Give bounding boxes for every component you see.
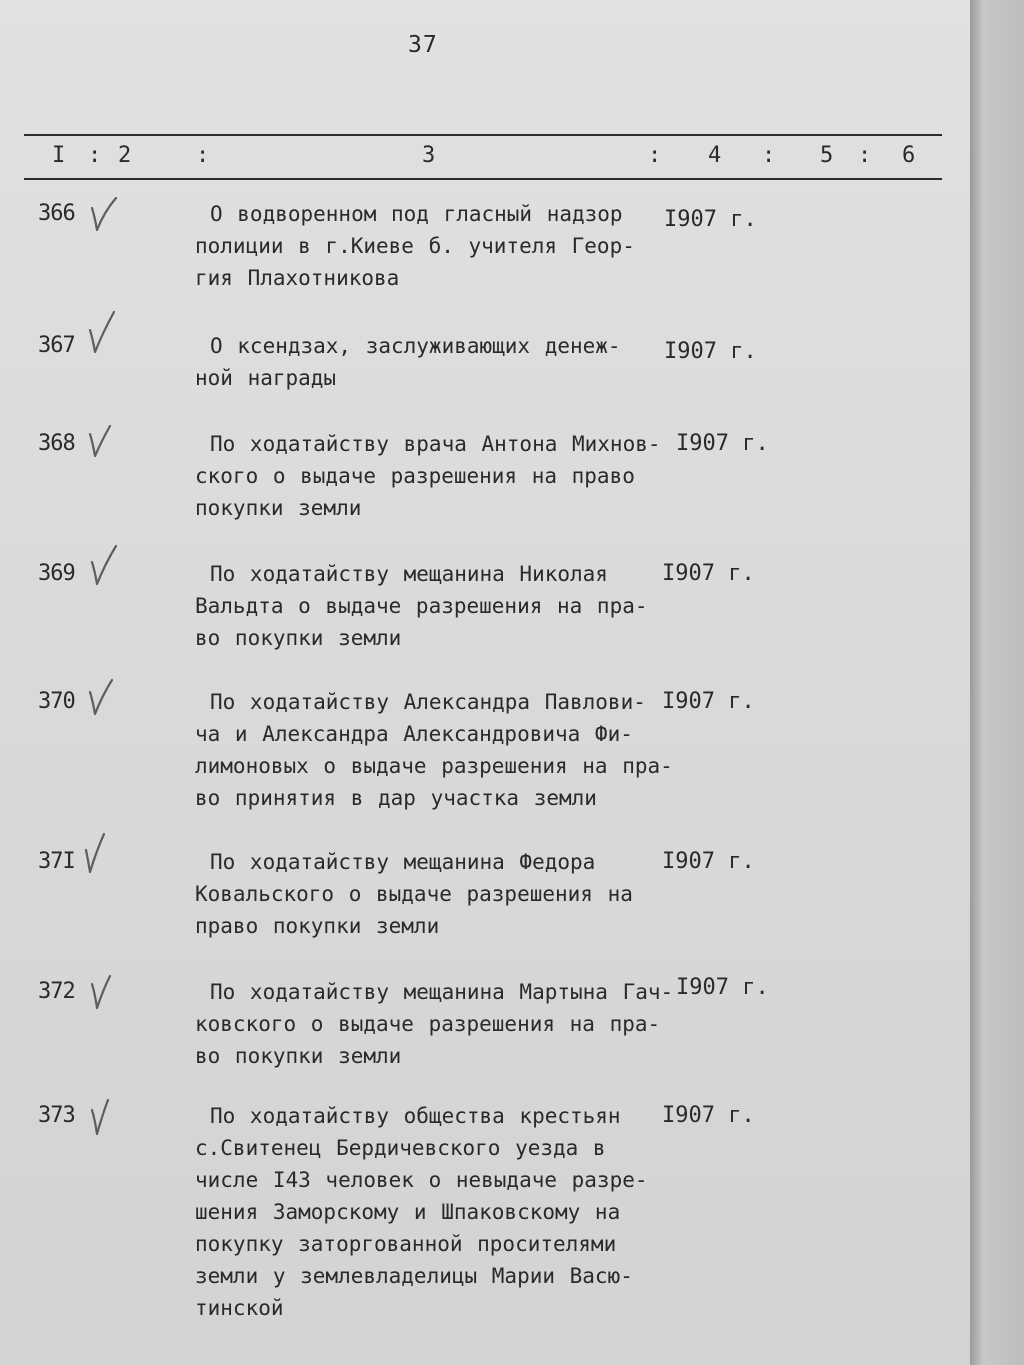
entry-text-line: О водворенном под гласный надзор (210, 202, 623, 226)
page-number: 37 (408, 32, 438, 58)
entry-text-line: Ковальского о выдаче разрешения на (195, 882, 633, 906)
column-header-4: 4 (708, 143, 722, 168)
column-header-6: 6 (902, 143, 916, 168)
entry-number: 369 (38, 561, 75, 586)
entry-text-line: ной награды (195, 366, 337, 390)
entry-text-line: покупку заторгованной просителями (195, 1232, 617, 1256)
table-top-rule (24, 134, 942, 136)
entry-text-line: По ходатайству общества крестьян (210, 1104, 621, 1128)
entry-number: 372 (38, 979, 75, 1004)
entry-text-line: числе I43 человек о невыдаче разре- (195, 1168, 648, 1192)
entry-text-line: Вальдта о выдаче разрешения на пра- (195, 594, 648, 618)
entry-text-line: По ходатайству мещанина Николая (210, 562, 608, 586)
entry-number: 37I (38, 849, 75, 874)
entry-text-line: покупки земли (195, 496, 362, 520)
entry-text-line: По ходатайству врача Антона Михнов- (210, 432, 661, 456)
entry-year: I907 г. (662, 1103, 755, 1128)
entry-text-line: земли у землевладелицы Марии Васю- (195, 1264, 633, 1288)
entry-year: I907 г. (664, 339, 757, 364)
check-mark-icon (84, 194, 124, 240)
entry-text-line: ского о выдаче разрешения на право (195, 464, 635, 488)
entry-text-line: полиции в г.Киеве б. учителя Геор- (195, 234, 635, 258)
entry-text-line: ча и Александра Александровича Фи- (195, 722, 633, 746)
column-header-1: I (52, 143, 66, 168)
entry-text-line: шения Заморскому и Шпаковскому на (195, 1200, 621, 1224)
check-mark-icon (84, 1096, 124, 1142)
entry-number: 373 (38, 1103, 75, 1128)
entry-year: I907 г. (676, 975, 769, 1000)
check-mark-icon (84, 544, 124, 590)
entry-text-line: во покупки земли (195, 1044, 402, 1068)
entry-text-line: во принятия в дар участка земли (195, 786, 597, 810)
page-edge-shadow (970, 0, 1024, 1365)
column-separator: : (762, 143, 776, 168)
entry-text-line: О ксендзах, заслуживающих денеж- (210, 334, 621, 358)
entry-text-line: лимоновых о выдаче разрешения на пра- (195, 754, 673, 778)
column-header-2: 2 (118, 143, 132, 168)
entry-year: I907 г. (664, 207, 757, 232)
column-separator: : (648, 143, 662, 168)
column-header-5: 5 (820, 143, 834, 168)
entry-text-line: право покупки земли (195, 914, 440, 938)
entry-number: 370 (38, 689, 75, 714)
entry-text-line: По ходатайству мещанина Мартына Гач- (210, 980, 674, 1004)
check-mark-icon (84, 310, 124, 356)
entry-number: 366 (38, 201, 75, 226)
entry-text-line: тинской (195, 1296, 284, 1320)
column-separator: : (858, 143, 872, 168)
entry-year: I907 г. (662, 689, 755, 714)
entry-text-line: По ходатайству мещанина Федора (210, 850, 596, 874)
column-header-3: 3 (422, 143, 436, 168)
table-header-rule (24, 178, 942, 180)
entry-text-line: По ходатайству Александра Павлови- (210, 690, 646, 714)
entry-year: I907 г. (662, 849, 755, 874)
check-mark-icon (84, 422, 124, 468)
column-separator: : (196, 143, 210, 168)
entry-text-line: гия Плахотникова (195, 266, 400, 290)
check-mark-icon (78, 828, 118, 874)
entry-number: 368 (38, 431, 75, 456)
entry-text-line: во покупки земли (195, 626, 402, 650)
check-mark-icon (84, 972, 124, 1018)
entry-text-line: с.Свитенец Бердичевского уезда в (195, 1136, 606, 1160)
entry-number: 367 (38, 333, 75, 358)
entry-text-line: ковского о выдаче разрешения на пра- (195, 1012, 661, 1036)
check-mark-icon (84, 676, 124, 722)
column-separator: : (88, 143, 102, 168)
entry-year: I907 г. (662, 561, 755, 586)
entry-year: I907 г. (676, 431, 769, 456)
